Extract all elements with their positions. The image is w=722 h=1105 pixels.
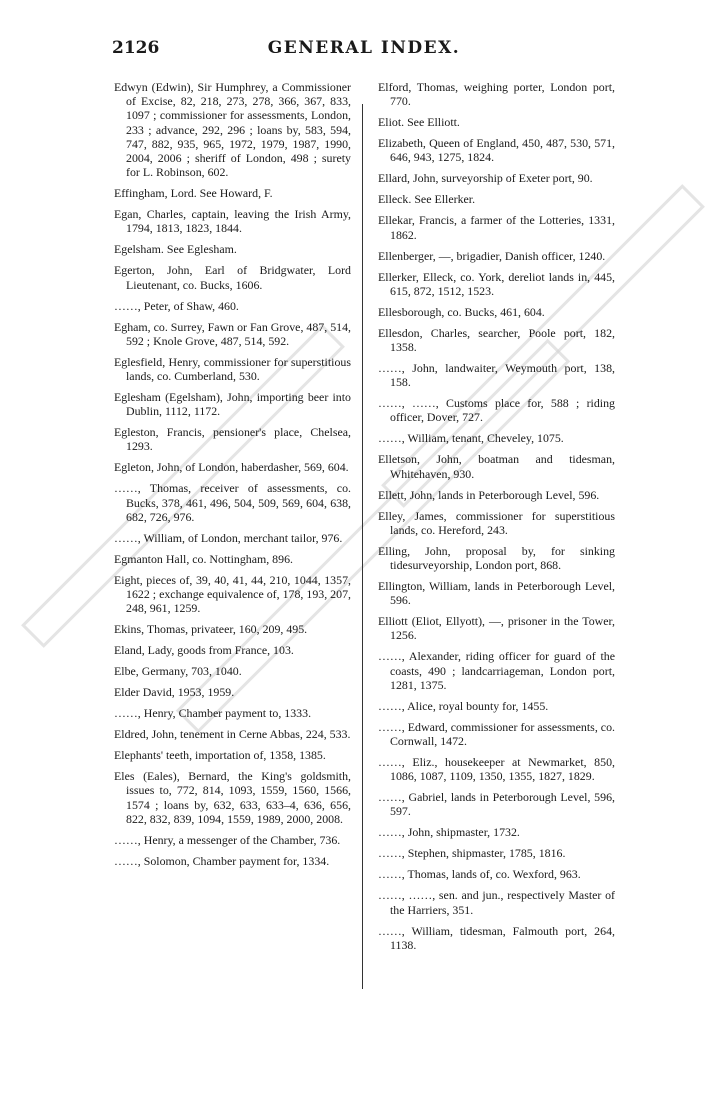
index-entry: Elling, John, proposal by, for sinking tidesurveyorship, London port, 868.	[378, 543, 615, 573]
index-entry: Elleck. See Ellerker.	[378, 192, 476, 207]
index-entry: ……, Thomas, receiver of assessments, co. Bucks, 378, 461, 496, 504, 509, 569, 604, 638, 682, 726, 976.	[114, 481, 351, 524]
index-entry: Egmanton Hall, co. Nottingham, 896.	[114, 551, 293, 566]
index-entry: Ellett, John, lands in Peterborough Level, 596.	[378, 487, 600, 502]
index-entry: ……, Thomas, lands of, co. Wexford, 963.	[378, 867, 581, 882]
index-entry: ……, Edward, commissioner for assessments, co. Cornwall, 1472.	[378, 719, 615, 749]
index-entry: ……, ……, Customs place for, 588 ; riding officer, Dover, 727.	[378, 396, 615, 425]
index-entry: Elizabeth, Queen of England, 450, 487, 530, 571, 646, 943, 1275, 1824.	[378, 136, 615, 165]
index-entry: Egerton, John, Earl of Bridgwater, Lord Lieutenant, co. Bucks, 1606.	[114, 263, 351, 292]
index-entry: Egleton, John, of London, haberdasher, 569, 604.	[114, 460, 349, 475]
index-entry: ……, Henry, a messenger of the Chamber, 736.	[114, 832, 341, 847]
index-entry: Egan, Charles, captain, leaving the Irish Army, 1794, 1813, 1823, 1844.	[114, 207, 351, 236]
index-entry: Elephants' teeth, importation of, 1358, 1385.	[114, 748, 326, 763]
index-entry: ……, William, of London, merchant tailor, 976.	[114, 530, 343, 545]
index-entry: Elbe, Germany, 703, 1040.	[114, 664, 242, 679]
index-entry: ……, ……, sen. and jun., respectively Master of the Harriers, 351.	[378, 888, 615, 917]
page-title: GENERAL INDEX.	[267, 38, 461, 58]
index-entry: Effingham, Lord. See Howard, F.	[114, 186, 273, 201]
index-entry: Eland, Lady, goods from France, 103.	[114, 643, 294, 658]
index-entry: Elliott (Eliot, Ellyott), —, prisoner in the Tower, 1256.	[378, 614, 615, 643]
index-entry: ……, John, shipmaster, 1732.	[378, 825, 520, 840]
right-column	[378, 80, 615, 959]
index-entry: ……, Solomon, Chamber payment for, 1334.	[114, 853, 330, 868]
index-entry: Eldred, John, tenement in Cerne Abbas, 224, 533.	[114, 727, 351, 742]
index-entry: Elletson, John, boatman and tidesman, Whitehaven, 930.	[378, 452, 615, 481]
index-entry: ……, John, landwaiter, Weymouth port, 138, 158.	[378, 361, 615, 390]
index-entry: ……, Stephen, shipmaster, 1785, 1816.	[378, 846, 566, 861]
index-entry: Eglesfield, Henry, commissioner for superstitious lands, co. Cumberland, 530.	[114, 354, 351, 384]
index-entry: Egelsham. See Eglesham.	[114, 242, 237, 257]
index-entry: Eight, pieces of, 39, 40, 41, 44, 210, 1044, 1357, 1622 ; exchange equivalence of, 178, 193, 207, 248, 961, 1259.	[114, 572, 351, 616]
index-entry: Elder David, 1953, 1959.	[114, 685, 235, 700]
index-entry: Ellesborough, co. Bucks, 461, 604.	[378, 304, 545, 319]
index-entry: ……, Gabriel, lands in Peterborough Level, 596, 597.	[378, 790, 615, 819]
column-divider	[362, 104, 363, 989]
index-entry: Ellard, John, surveyorship of Exeter port, 90.	[378, 171, 593, 186]
index-entry: ……, Henry, Chamber payment to, 1333.	[114, 706, 312, 721]
index-entry: Elley, James, commissioner for superstitious lands, co. Hereford, 243.	[378, 508, 615, 537]
index-entry: ……, William, tenant, Cheveley, 1075.	[378, 431, 564, 446]
index-entry: Eliot. See Elliott.	[378, 115, 460, 130]
index-entry: Ellekar, Francis, a farmer of the Lotteries, 1331, 1862.	[378, 213, 615, 242]
index-entry: Edwyn (Edwin), Sir Humphrey, a Commissioner of Excise, 82, 218, 273, 278, 366, 367, 833, 1097 ; commissioner for assessments, London, 233 ; advance, 292, 296 ; loans by, 583, 594, 747, 882, 935, 965, 1972, 1979, 1987, 1990, 2004, 2006 ; sheriff of London, 498 ; surety for L. Robinson, 602.	[114, 80, 351, 180]
index-entry: Elford, Thomas, weighing porter, London port, 770.	[378, 80, 615, 109]
page-number: 2126	[112, 38, 160, 58]
index-entry: ……, Eliz., housekeeper at Newmarket, 850, 1086, 1087, 1109, 1350, 1355, 1827, 1829.	[378, 755, 615, 784]
index-entry: Egleston, Francis, pensioner's place, Chelsea, 1293.	[114, 425, 351, 454]
index-entry: ……, Alexander, riding officer for guard of the coasts, 490 ; landcarriageman, London port, 1281, 1375.	[378, 649, 615, 692]
index-entry: Ellesdon, Charles, searcher, Poole port, 182, 1358.	[378, 325, 615, 355]
index-entry: Ekins, Thomas, privateer, 160, 209, 495.	[114, 622, 308, 637]
page-header	[112, 38, 616, 62]
left-column	[114, 80, 351, 875]
index-entry: ……, Alice, royal bounty for, 1455.	[378, 698, 549, 713]
index-entry: Eglesham (Egelsham), John, importing beer into Dublin, 1112, 1172.	[114, 390, 351, 419]
index-entry: Ellerker, Elleck, co. York, dereliot lands in, 445, 615, 872, 1512, 1523.	[378, 269, 615, 298]
index-entry: Egham, co. Surrey, Fawn or Fan Grove, 487, 514, 592 ; Knole Grove, 487, 514, 592.	[114, 319, 351, 348]
index-entry: Eles (Eales), Bernard, the King's goldsmith, issues to, 772, 814, 1093, 1559, 1560, 1566, 1574 ; loans by, 632, 633, 633–4, 636, 656, 822, 832, 839, 1094, 1559, 1989, 2000, 2008.	[114, 769, 351, 826]
index-entry: ……, Peter, of Shaw, 460.	[114, 298, 239, 313]
index-entry: Ellington, William, lands in Peterborough Level, 596.	[378, 579, 615, 608]
index-entry: ……, William, tidesman, Falmouth port, 264, 1138.	[378, 923, 615, 952]
index-entry: Ellenberger, —, brigadier, Danish officer, 1240.	[378, 248, 606, 263]
